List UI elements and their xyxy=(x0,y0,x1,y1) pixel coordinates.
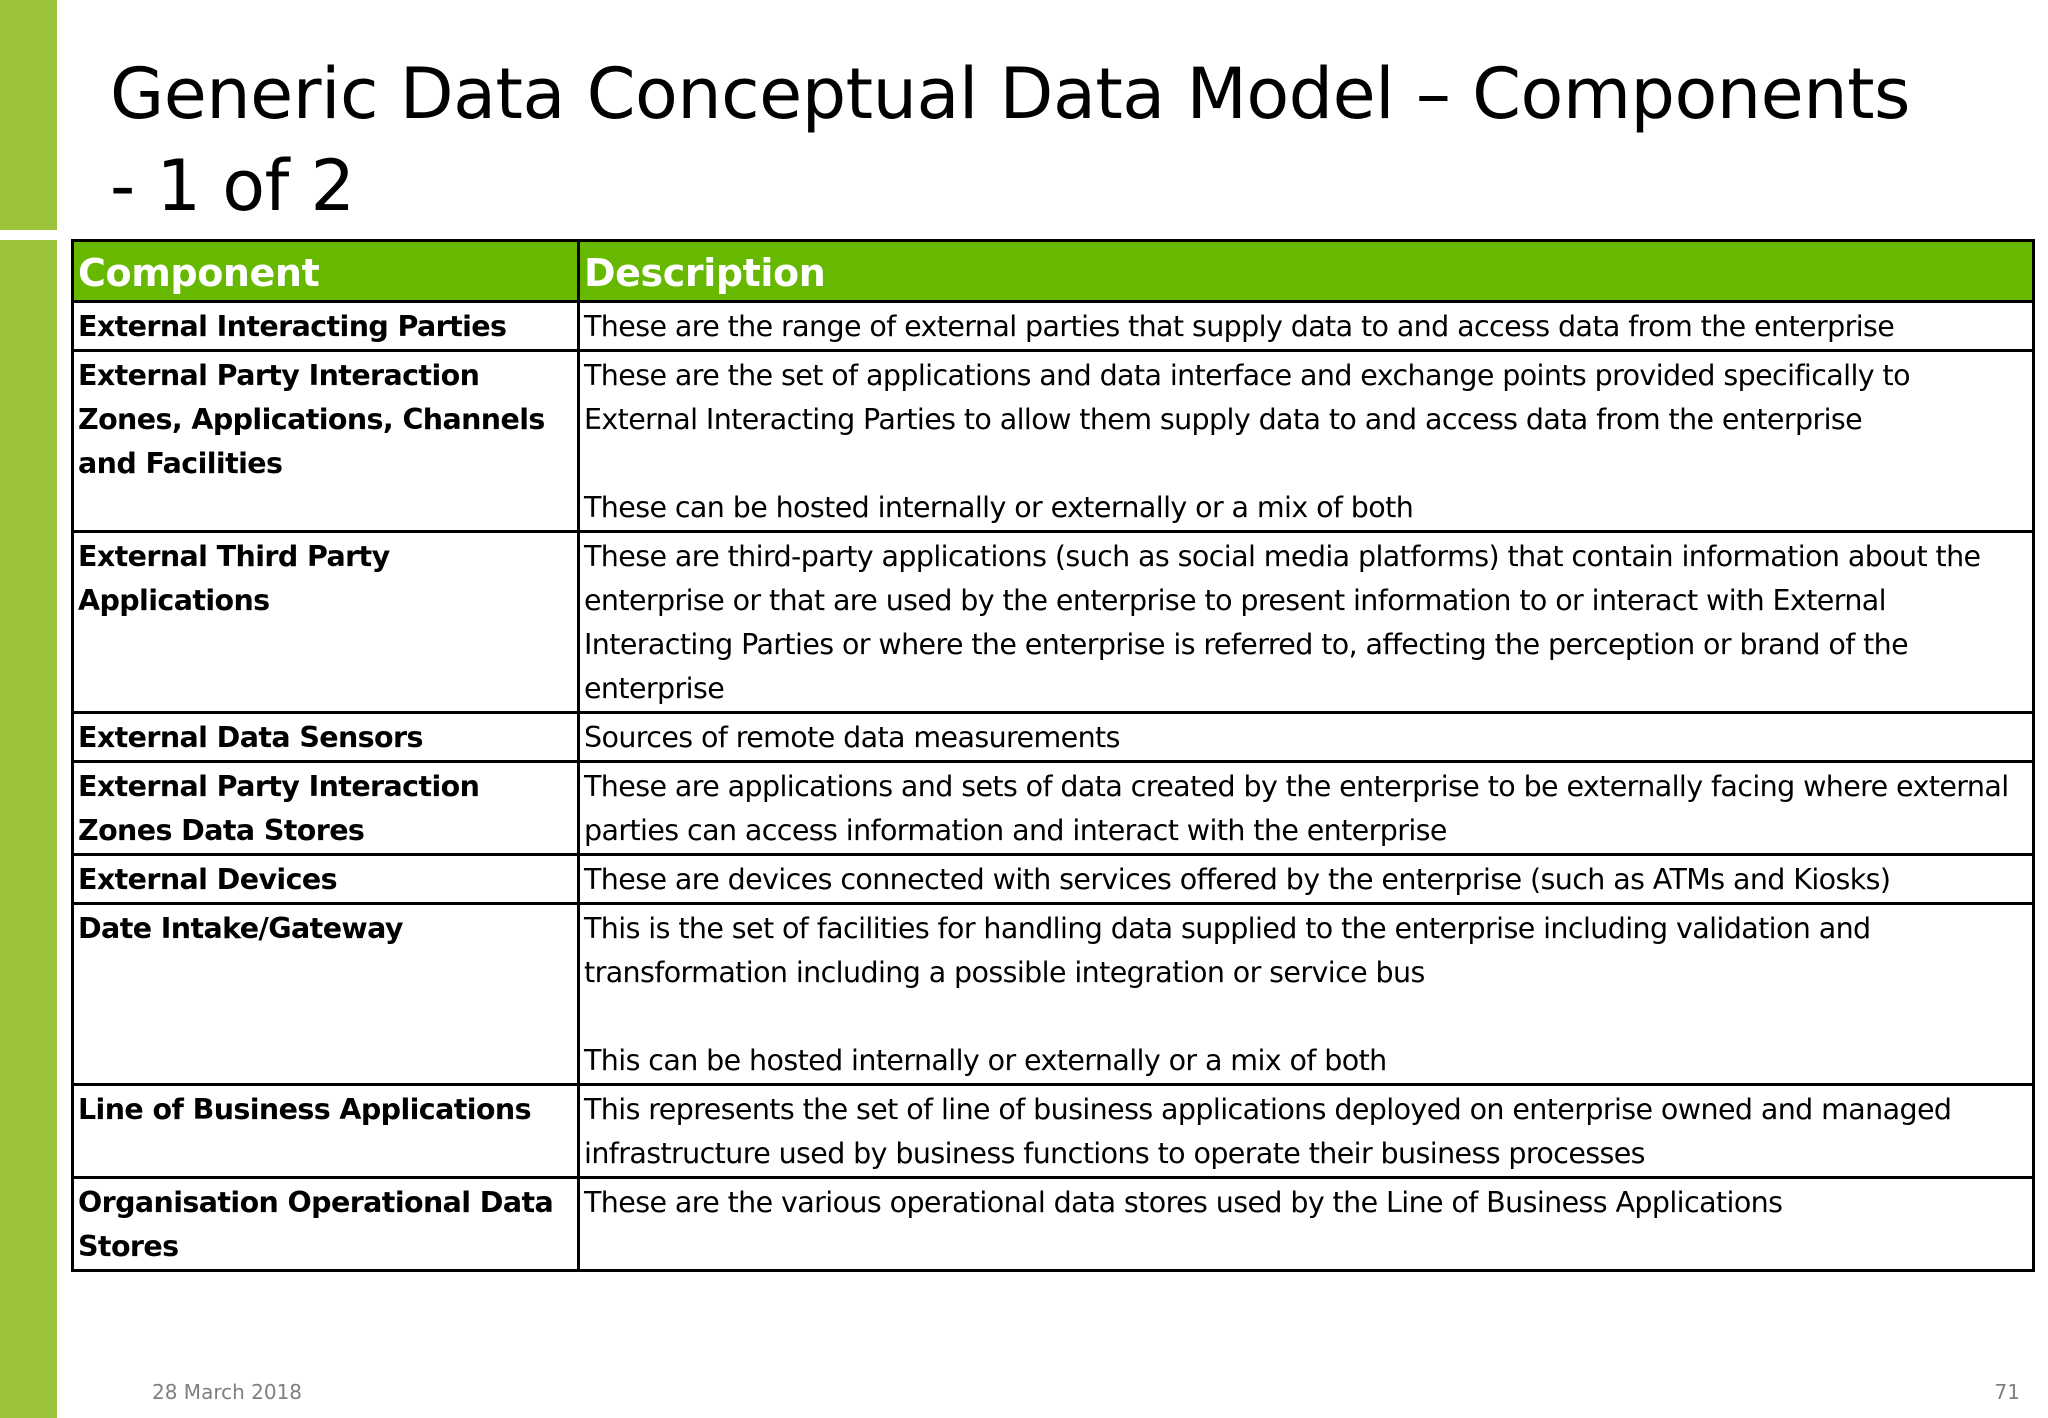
component-cell: External Party Interaction Zones, Applications, Channels and Facilities xyxy=(73,351,579,532)
header-description: Description xyxy=(579,241,2034,302)
description-cell xyxy=(579,302,2034,351)
description-extra-text: These can be hosted internally or externally or a mix of both xyxy=(584,491,1414,524)
component-cell: Organisation Operational Data Stores xyxy=(73,1178,579,1271)
description-text: These are the range of external parties that supply data to and access data from the enterprise xyxy=(584,310,1895,343)
slide-title-line-2: - 1 of 2 xyxy=(110,145,355,227)
description-cell xyxy=(579,855,2034,904)
table-row xyxy=(73,855,2034,904)
description-cell xyxy=(579,904,2034,1085)
component-cell: External Third Party Applications xyxy=(73,532,579,713)
table-row xyxy=(73,904,2034,1085)
table-row xyxy=(73,1085,2034,1178)
page-number: 71 xyxy=(1994,1380,2020,1404)
description-cell xyxy=(579,762,2034,855)
slide-title xyxy=(110,48,1990,232)
description-text: These are devices connected with services offered by the enterprise (such as ATMs and Kiosks) xyxy=(584,863,1891,896)
component-cell: Line of Business Applications xyxy=(73,1085,579,1178)
description-text: These are the various operational data stores used by the Line of Business Applications xyxy=(584,1186,1783,1219)
table-row xyxy=(73,713,2034,762)
description-text: These are third-party applications (such as social media platforms) that contain information about the enterprise or that are used by the enterprise to present information to or interact with External Interacting Parties or where the enterprise is referred to, affecting the perception or brand of the enterprise xyxy=(584,540,1981,705)
description-extra-text: This can be hosted internally or externally or a mix of both xyxy=(584,1044,1387,1077)
description-text: These are the set of applications and data interface and exchange points provided specifically to External Interacting Parties to allow them supply data to and access data from the enterprise xyxy=(584,359,1910,436)
component-cell: Date Intake/Gateway xyxy=(73,904,579,1085)
description-cell xyxy=(579,351,2034,532)
table-row xyxy=(73,762,2034,855)
component-cell: External Data Sensors xyxy=(73,713,579,762)
description-cell xyxy=(579,1085,2034,1178)
accent-bar-bottom xyxy=(0,240,57,1418)
table-row xyxy=(73,302,2034,351)
description-text: These are applications and sets of data created by the enterprise to be externally facing where external parties can access information and interact with the enterprise xyxy=(584,770,2009,847)
slide-title-line-1: Generic Data Conceptual Data Model – Components xyxy=(110,53,1910,135)
table-row xyxy=(73,1178,2034,1271)
table-row xyxy=(73,351,2034,532)
description-text: This is the set of facilities for handling data supplied to the enterprise including validation and transformation including a possible integration or service bus xyxy=(584,912,1871,989)
description-text: Sources of remote data measurements xyxy=(584,721,1120,754)
component-cell: External Devices xyxy=(73,855,579,904)
component-cell: External Party Interaction Zones Data Stores xyxy=(73,762,579,855)
table-row xyxy=(73,532,2034,713)
description-text: This represents the set of line of business applications deployed on enterprise owned and managed infrastructure used by business functions to operate their business processes xyxy=(584,1093,1952,1170)
table-header-row xyxy=(73,241,2034,302)
component-cell: External Interacting Parties xyxy=(73,302,579,351)
header-component: Component xyxy=(73,241,579,302)
description-cell xyxy=(579,1178,2034,1271)
accent-bar-top xyxy=(0,0,57,230)
description-cell xyxy=(579,532,2034,713)
footer-date: 28 March 2018 xyxy=(152,1380,303,1404)
components-table xyxy=(71,239,2035,1272)
description-cell xyxy=(579,713,2034,762)
